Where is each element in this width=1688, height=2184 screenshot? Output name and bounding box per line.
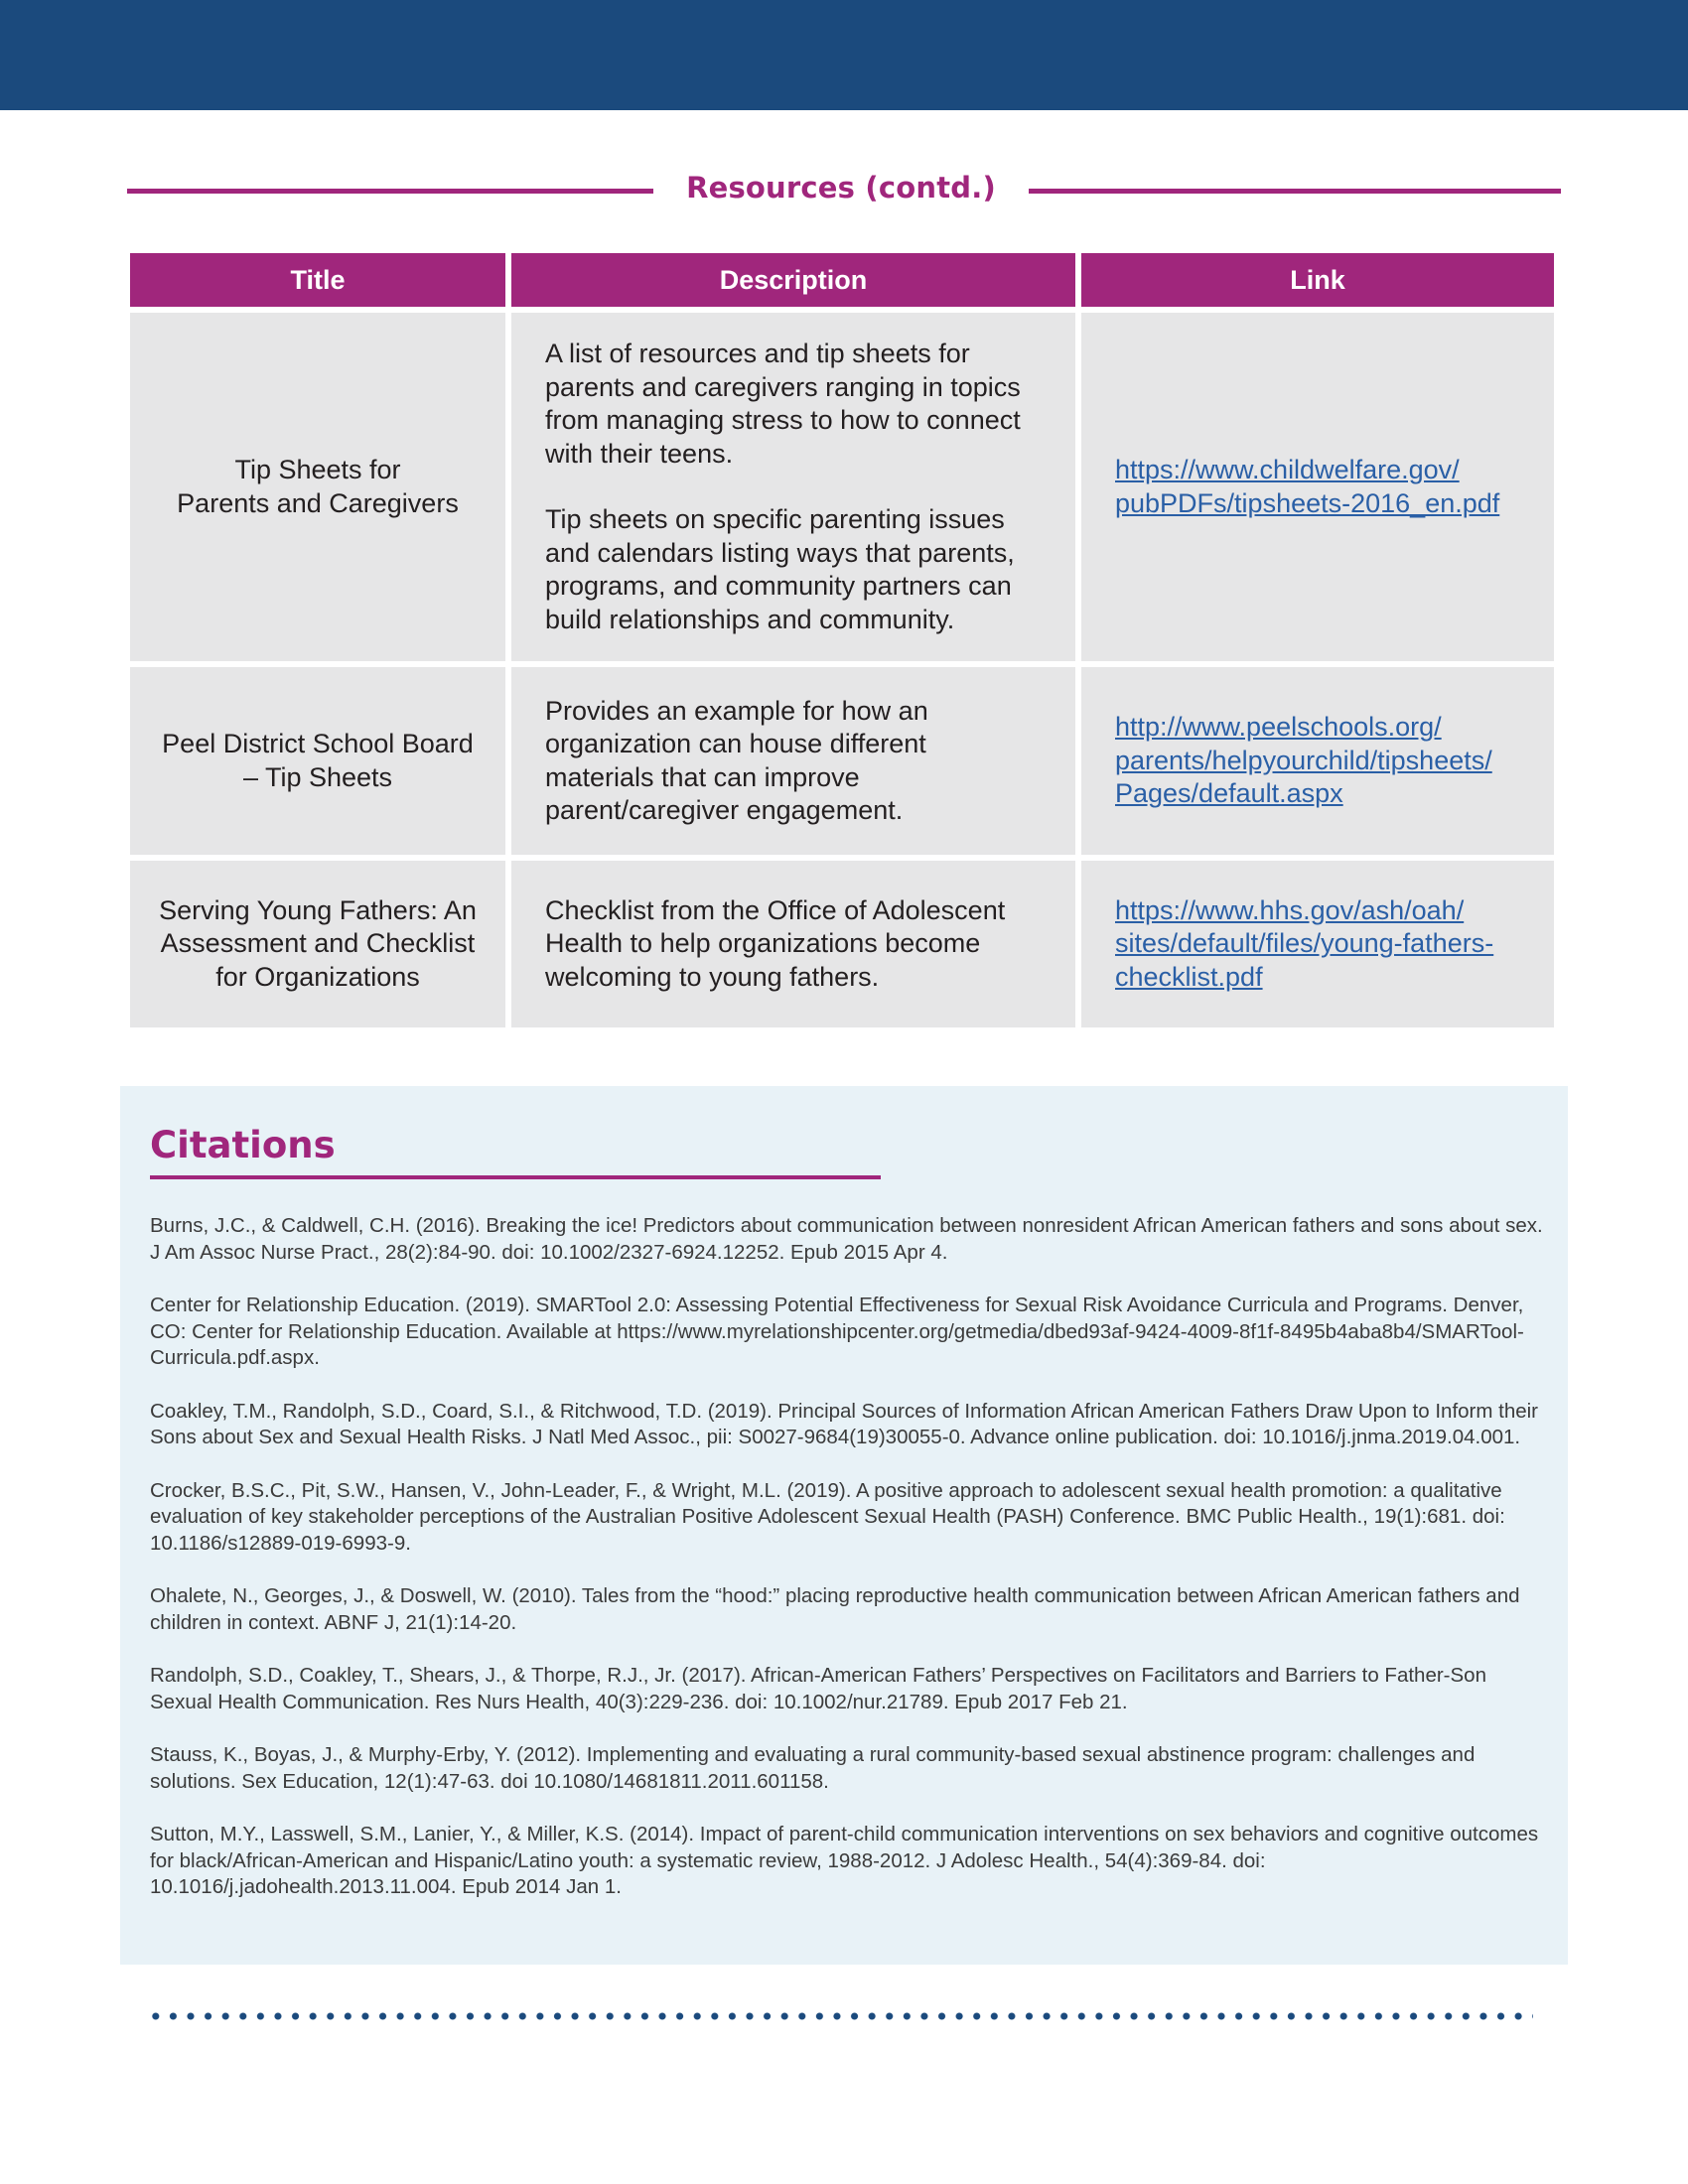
resource-title-line: Assessment and Checklist bbox=[160, 928, 476, 959]
resources-heading-title: Resources (contd.) bbox=[686, 171, 996, 205]
column-header-description: Description bbox=[511, 253, 1075, 307]
table-row bbox=[130, 861, 1554, 1027]
citation-item: Coakley, T.M., Randolph, S.D., Coard, S.I., & Ritchwood, T.D. (2019). Principal Sources of Information African American Fathers Draw Upon to Inform their Sons about Sex and Sexual Health Risks. J Natl Med Assoc., pii: S0027-9684(19)30055-0. Advance online publication. doi: 10.1016/j.jnma.2019.04.001. bbox=[150, 1399, 1539, 1448]
resource-title-line: – Tip Sheets bbox=[242, 761, 393, 792]
citations-panel bbox=[120, 1086, 1568, 1965]
column-header-title: Title bbox=[130, 253, 505, 307]
resource-link[interactable]: https://www.hhs.gov/ash/oah/ sites/default/files/young-fathers- checklist.pdf bbox=[1115, 894, 1494, 992]
resource-title-line: Tip Sheets for bbox=[234, 455, 401, 484]
resource-description bbox=[511, 313, 1075, 661]
citations-list bbox=[150, 1213, 1550, 1928]
citations-rule bbox=[150, 1175, 881, 1179]
resource-description bbox=[511, 667, 1075, 855]
resource-link-cell bbox=[1081, 667, 1554, 855]
resource-title-line: Parents and Caregivers bbox=[177, 487, 459, 518]
resource-description-paragraph: Provides an example for how an organization can house different materials that can improve parent/caregiver engagement. bbox=[545, 695, 928, 825]
table-header-row bbox=[130, 253, 1554, 307]
resource-description-paragraph: A list of resources and tip sheets for parents and caregivers ranging in topics from managing stress to how to connect with their teens. bbox=[545, 339, 1021, 469]
resource-title-line: Peel District School Board bbox=[162, 729, 474, 758]
citation-item: Crocker, B.S.C., Pit, S.W., Hansen, V., John-Leader, F., & Wright, M.L. (2019). A positive approach to adolescent sexual health promotion: a qualitative evaluation of key stakeholder perceptions of the Australian Positive Adolescent Sexual Health (PASH) Conference. BMC Public Health., 19(1):681. doi: 10.1186/s12889-019-6993-9. bbox=[150, 1478, 1505, 1555]
resource-link-cell bbox=[1081, 861, 1554, 1027]
resource-title bbox=[130, 313, 505, 661]
resource-link-cell bbox=[1081, 313, 1554, 661]
resource-title bbox=[130, 861, 505, 1027]
heading-rule-right bbox=[1029, 189, 1561, 194]
citation-item: Sutton, M.Y., Lasswell, S.M., Lanier, Y., & Miller, K.S. (2014). Impact of parent-child communication interventions on sex behaviors and cognitive outcomes for black/African-American and Hispanic/Latino youth: a systematic review, 1988-2012. J Adolesc Health., 54(4):369-84. doi: 10.1016/j.jadohealth.2013.11.004. Epub 2014 Jan 1. bbox=[150, 1823, 1539, 1898]
resources-heading bbox=[127, 169, 1561, 220]
table-row bbox=[130, 667, 1554, 855]
resource-description-paragraph: Tip sheets on specific parenting issues and calendars listing ways that parents, programs, and community partners can build relationships and community. bbox=[545, 504, 1015, 634]
citation-item: Burns, J.C., & Caldwell, C.H. (2016). Breaking the ice! Predictors about communication between nonresident African American fathers and sons about sex. J Am Assoc Nurse Pract., 28(2):84-90. doi: 10.1002/2327-6924.12252. Epub 2015 Apr 4. bbox=[150, 1214, 1543, 1264]
heading-rule-left bbox=[127, 189, 653, 194]
column-header-link: Link bbox=[1081, 253, 1554, 307]
resource-description bbox=[511, 861, 1075, 1027]
resource-description-paragraph: Checklist from the Office of Adolescent Health to help organizations become welcoming to young fathers. bbox=[545, 894, 1006, 992]
header-bar bbox=[0, 0, 1688, 110]
dotted-divider bbox=[147, 2011, 1533, 2021]
resource-title bbox=[130, 667, 505, 855]
resource-link[interactable]: http://www.peelschools.org/ parents/helpyourchild/tipsheets/ Pages/default.aspx bbox=[1115, 712, 1492, 809]
citation-item: Randolph, S.D., Coakley, T., Shears, J., & Thorpe, R.J., Jr. (2017). African-American Fathers’ Perspectives on Facilitators and Barriers to Father-Son Sexual Health Communication. Res Nurs Health, 40(3):229-236. doi: 10.1002/nur.21789. Epub 2017 Feb 21. bbox=[150, 1664, 1486, 1713]
citation-item: Stauss, K., Boyas, J., & Murphy-Erby, Y. (2012). Implementing and evaluating a rural community-based sexual abstinence program: challenges and solutions. Sex Education, 12(1):47-63. doi 10.1080/14681811.2011.601158. bbox=[150, 1743, 1476, 1793]
citation-item: Ohalete, N., Georges, J., & Doswell, W. (2010). Tales from the “hood:” placing reproductive health communication between African American fathers and children in context. ABNF J, 21(1):14-20. bbox=[150, 1584, 1520, 1634]
resource-link[interactable]: https://www.childwelfare.gov/ pubPDFs/tipsheets-2016_en.pdf bbox=[1115, 455, 1500, 518]
resource-title-line: for Organizations bbox=[215, 961, 420, 992]
resource-title-line: Serving Young Fathers: An bbox=[159, 894, 477, 925]
resources-table bbox=[124, 247, 1560, 1033]
citations-heading: Citations bbox=[150, 1124, 336, 1166]
citation-item: Center for Relationship Education. (2019). SMARTool 2.0: Assessing Potential Effectiveness for Sexual Risk Avoidance Curricula and Programs. Denver, CO: Center for Relationship Education. Available at https://www.myrelationshipcenter.org/getmedia/dbed93af-9424-4009-8f1f-8495b4aba8b4/SMARTool-Curricula.pdf.aspx. bbox=[150, 1294, 1524, 1369]
table-row bbox=[130, 313, 1554, 661]
